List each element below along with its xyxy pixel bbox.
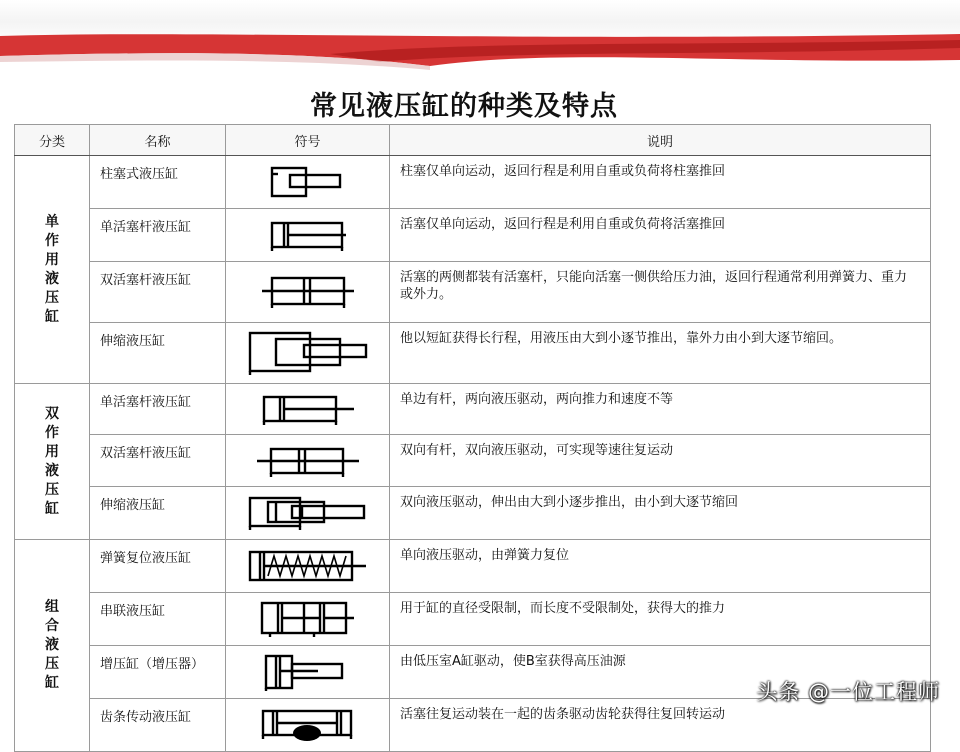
row-name: 弹簧复位液压缸 bbox=[90, 540, 226, 593]
header-symbol: 符号 bbox=[226, 125, 390, 156]
table-row bbox=[15, 699, 931, 752]
row-description: 由低压室A缸驱动，使B室获得高压油源 bbox=[390, 646, 931, 699]
row-name: 伸缩液压缸 bbox=[90, 323, 226, 384]
row-name: 单活塞杆液压缸 bbox=[90, 209, 226, 262]
row-name: 单活塞杆液压缸 bbox=[90, 384, 226, 435]
header-banner bbox=[0, 0, 960, 86]
header-category: 分类 bbox=[15, 125, 90, 156]
watermark: 头条 @一位工程师 bbox=[756, 680, 940, 704]
table-row bbox=[15, 384, 931, 435]
row-description: 活塞的两侧都装有活塞杆，只能向活塞一侧供给压力油，返回行程通常利用弹簧力、重力或外力。 bbox=[390, 262, 931, 323]
category-single-acting: 单作用液压缸 bbox=[15, 156, 90, 384]
cylinder-table bbox=[14, 124, 931, 752]
spring-return-cylinder-symbol-icon bbox=[226, 540, 390, 593]
category-combined: 组合液压缸 bbox=[15, 540, 90, 752]
row-description: 用于缸的直径受限制，而长度不受限制处，获得大的推力 bbox=[390, 593, 931, 646]
table-row bbox=[15, 435, 931, 487]
single-rod-cylinder-symbol-icon bbox=[226, 209, 390, 262]
table-row bbox=[15, 209, 931, 262]
table-row bbox=[15, 540, 931, 593]
category-double-acting: 双作用液压缸 bbox=[15, 384, 90, 540]
row-description: 单向液压驱动，由弹簧力复位 bbox=[390, 540, 931, 593]
row-description: 他以短缸获得长行程，用液压由大到小逐节推出，靠外力由小到大逐节缩回。 bbox=[390, 323, 931, 384]
table-row bbox=[15, 323, 931, 384]
row-description: 活塞仅单向运动，返回行程是利用自重或负荷将活塞推回 bbox=[390, 209, 931, 262]
row-description: 双向液压驱动，伸出由大到小逐步推出，由小到大逐节缩回 bbox=[390, 487, 931, 540]
row-name: 增压缸（增压器） bbox=[90, 646, 226, 699]
table-header-row bbox=[15, 125, 931, 156]
table-row bbox=[15, 156, 931, 209]
booster-cylinder-symbol-icon bbox=[226, 646, 390, 699]
row-description: 柱塞仅单向运动，返回行程是利用自重或负荷将柱塞推回 bbox=[390, 156, 931, 209]
telescopic-cylinder-symbol-icon bbox=[226, 323, 390, 384]
header-description: 说明 bbox=[390, 125, 931, 156]
table-row bbox=[15, 487, 931, 540]
row-name: 双活塞杆液压缸 bbox=[90, 262, 226, 323]
row-name: 柱塞式液压缸 bbox=[90, 156, 226, 209]
red-swoosh-decoration bbox=[0, 0, 960, 86]
table-row bbox=[15, 593, 931, 646]
tandem-cylinder-symbol-icon bbox=[226, 593, 390, 646]
plunger-cylinder-symbol-icon bbox=[226, 156, 390, 209]
header-name: 名称 bbox=[90, 125, 226, 156]
row-name: 伸缩液压缸 bbox=[90, 487, 226, 540]
row-name: 双活塞杆液压缸 bbox=[90, 435, 226, 487]
row-description: 双向有杆，双向液压驱动，可实现等速往复运动 bbox=[390, 435, 931, 487]
single-rod-cylinder-symbol-icon bbox=[226, 384, 390, 435]
page-title: 常见液压缸的种类及特点 bbox=[310, 91, 618, 122]
row-description: 单边有杆，两向液压驱动，两向推力和速度不等 bbox=[390, 384, 931, 435]
telescopic-cylinder-symbol-icon bbox=[226, 487, 390, 540]
double-rod-cylinder-symbol-icon bbox=[226, 435, 390, 487]
row-description: 活塞往复运动装在一起的齿条驱动齿轮获得往复回转运动 bbox=[390, 699, 931, 752]
row-name: 串联液压缸 bbox=[90, 593, 226, 646]
rack-drive-cylinder-symbol-icon bbox=[226, 699, 390, 752]
row-name: 齿条传动液压缸 bbox=[90, 699, 226, 752]
table-row bbox=[15, 262, 931, 323]
double-rod-cylinder-symbol-icon bbox=[226, 262, 390, 323]
